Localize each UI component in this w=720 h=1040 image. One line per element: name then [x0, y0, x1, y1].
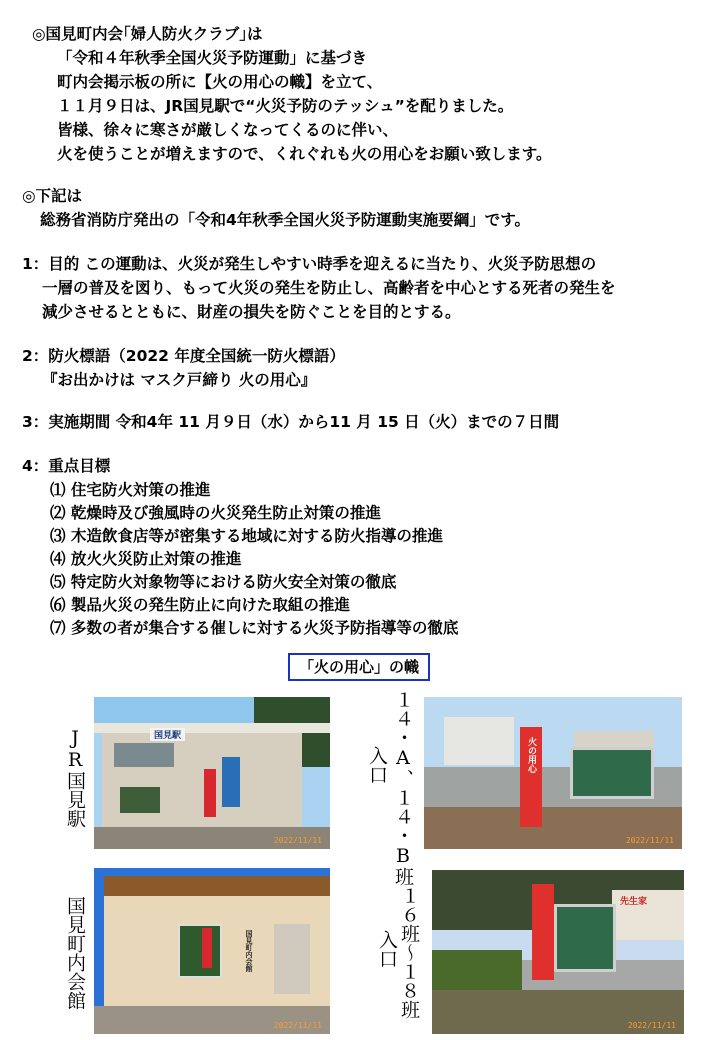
photo-jr-station	[94, 697, 330, 849]
intro-line-4: １１月９日は、JR国見駅で“火災予防のテッシュ”を配りました。	[57, 97, 514, 115]
section-1-line-2: 一層の普及を図り、もって火災の発生を防止し、高齢者を中心とする死者の発生を	[42, 279, 616, 297]
goal-item: ⑷ 放火火災防止対策の推進	[50, 550, 242, 568]
section-1-line-1: 1：目的 この運動は、火災が発生しやすい時季を迎えるに当たり、火災予防思想の	[22, 255, 597, 273]
goal-item: ⑸ 特定防火対象物等における防火安全対策の徹底	[50, 573, 397, 591]
intro-line-5: 皆様、徐々に寒さが厳しくなってくるのに伴い、	[57, 121, 399, 139]
photo-4-label-entrance: 入口	[376, 930, 398, 968]
photo-community-hall	[94, 868, 330, 1034]
photo-date: 2022/11/11	[625, 836, 674, 845]
photo-1-label: JR国見駅	[64, 727, 86, 828]
intro-line-2: 「令和４年秋季全国火災予防運動」に基づき	[57, 49, 368, 67]
section-1-line-3: 減少させるとともに、財産の損失を防ぐことを目的とする。	[42, 303, 461, 321]
store-sign: 先生家	[620, 897, 648, 907]
goal-item: ⑴ 住宅防火対策の推進	[50, 481, 211, 499]
section-3-line-1: 3：実施期間 令和4年 11 月９日（水）から11 月 15 日（火）までの７日間	[22, 413, 560, 431]
station-sign: 国見駅	[150, 728, 185, 741]
goal-item: ⑶ 木造飲食店等が密集する地域に対する防火指導の推進	[50, 527, 443, 545]
intro-line-6: 火を使うことが増えますので、くれぐれも火の用心をお願い致します。	[57, 145, 552, 163]
photo-entrance-14	[424, 697, 682, 849]
intro-line-3: 町内会掲示板の所に【火の用心の幟】を立て、	[57, 73, 383, 91]
photo-date: 2022/11/11	[273, 1021, 322, 1030]
photo-date: 2022/11/11	[273, 836, 322, 845]
photo-date: 2022/11/11	[627, 1021, 676, 1030]
notice-line-2: 総務省消防庁発出の「令和4年秋季全国火災予防運動実施要綱」です。	[40, 211, 531, 229]
goal-item: ⑵ 乾燥時及び強風時の火災発生防止対策の推進	[50, 504, 381, 522]
hall-sign: 国見町内会館	[245, 930, 253, 972]
photo-4-label-group: １６班〜１８班	[398, 886, 420, 1019]
banner-text: 火の用心	[526, 737, 536, 773]
goal-item: ⑺ 多数の者が集合する催しに対する火災予防指導等の徹底	[50, 619, 459, 637]
section-4-head: 4：重点目標	[22, 457, 111, 475]
goal-item: ⑹ 製品火災の発生防止に向けた取組の推進	[50, 596, 350, 614]
section-2-line-1: 2：防火標語（2022 年度全国統一防火標語）	[22, 347, 345, 365]
photo-2-label-group: １４・A、１４・B班	[392, 690, 414, 886]
notice-line-1: ◎下記は	[22, 187, 83, 205]
photo-2-label-entrance: 入口	[366, 746, 388, 784]
section-2-slogan: 『お出かけは マスク戸締り 火の用心』	[42, 371, 317, 389]
photo-entrance-16-18	[432, 870, 684, 1034]
photo-3-label: 国見町内会館	[64, 896, 86, 1010]
photo-caption: 「火の用心」の幟	[288, 653, 430, 681]
intro-line-1: ◎国見町内会｢婦人防火クラブ｣は	[32, 25, 263, 43]
